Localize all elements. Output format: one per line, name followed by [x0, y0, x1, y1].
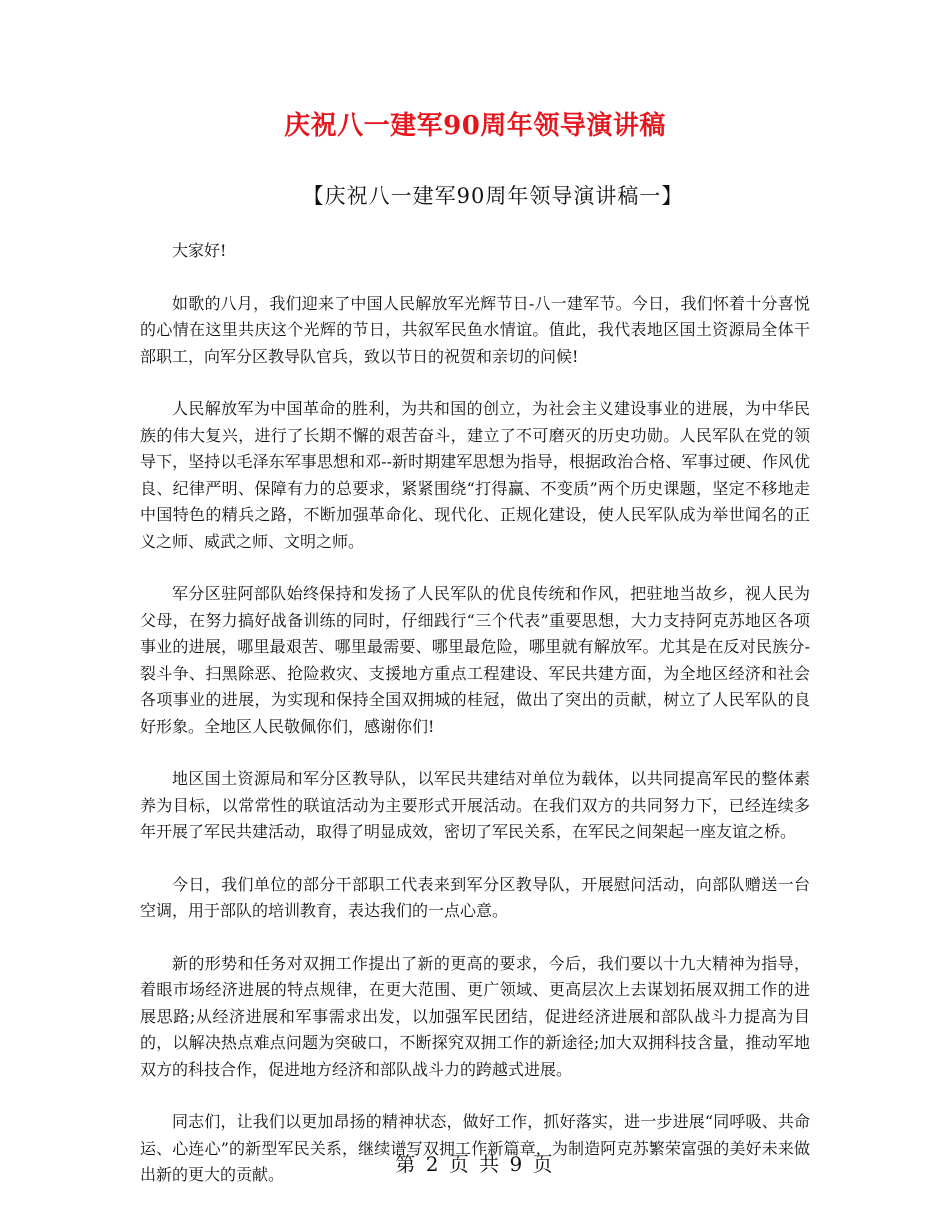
document-subtitle: 【庆祝八一建军90周年领导演讲稿一】 [302, 184, 684, 208]
paragraph: 同志们，让我们以更加昂扬的精神状态，做好工作，抓好落实，进一步进展“同呼吸、共命运、心连心”的新型军民关系，继续谱写双拥工作新篇章，为制造阿克苏繁荣富强的美好未来做出新的更大的贡献。 [140, 1112, 810, 1184]
document-body [140, 238, 810, 1215]
paragraph-greeting: 大家好! [172, 241, 227, 260]
paragraph: 地区国土资源局和军分区教导队，以军民共建结对单位为载体，以共同提高军民的整体素养为目标，以常常性的联谊活动为主要形式开展活动。在我们双方的共同努力下，已经连续多年开展了军民共建活动，取得了明显成效，密切了军民关系，在军民之间架起一座友谊之桥。 [140, 769, 810, 841]
paragraph: 如歌的八月，我们迎来了中国人民解放军光辉节日-八一建军节。今日，我们怀着十分喜悦的心情在这里共庆这个光辉的节日，共叙军民鱼水情谊。值此，我代表地区国土资源局全体干部职工，向军分区教导队官兵，致以节日的祝贺和亲切的问候! [140, 293, 810, 366]
paragraph: 今日，我们单位的部分干部职工代表来到军分区教导队，开展慰问活动，向部队赠送一台空调，用于部队的培训教育，表达我们的一点心意。 [140, 874, 810, 920]
paragraph: 军分区驻阿部队始终保持和发扬了人民军队的优良传统和作风，把驻地当故乡，视人民为父母，在努力搞好战备训练的同时，仔细践行“三个代表”重要思想，大力支持阿克苏地区各项事业的进展，哪里最艰苦、哪里最需要、哪里最危险，哪里就有解放军。尤其是在反对民族分-裂斗争、扫黑除恶、抢险救灾、支援地方重点工程建设、军民共建方面，为全地区经济和社会各项事业的进展，为实现和保持全国双拥城的桂冠，做出了突出的贡献，树立了人民军队的良好形象。全地区人民敬佩你们，感谢你们! [140, 584, 810, 736]
paragraph: 新的形势和任务对双拥工作提出了新的更高的要求，今后，我们要以十九大精神为指导，着眼市场经济进展的特点规律，在更大范围、更广领域、更高层次上去谋划拓展双拥工作的进展思路;从经济进展和军事需求出发，以加强军民团结，促进经济进展和部队战斗力提高为目的，以解决热点难点问题为突破口，不断探究双拥工作的新途径;加大双拥科技含量，推动军地双方的科技合作，促进地方经济和部队战斗力的跨越式进展。 [140, 953, 810, 1079]
page-number-footer: 第 2 页 共 9 页 [395, 1152, 555, 1176]
document-title: 庆祝八一建军90周年领导演讲稿 [284, 111, 666, 141]
paragraph: 人民解放军为中国革命的胜利，为共和国的创立，为社会主义建设事业的进展，为中华民族的伟大复兴，进行了长期不懈的艰苦奋斗，建立了不可磨灭的历史功勋。人民军队在党的领导下，坚持以毛泽东军事思想和邓--新时期建军思想为指导，根据政治合格、军事过硬、作风优良、纪律严明、保障有力的总要求，紧紧围绕“打得赢、不变质”两个历史课题，坚定不移地走中国特色的精兵之路，不断加强革命化、现代化、正规化建设，使人民军队成为举世闻名的正义之师、威武之师、文明之师。 [140, 399, 810, 551]
